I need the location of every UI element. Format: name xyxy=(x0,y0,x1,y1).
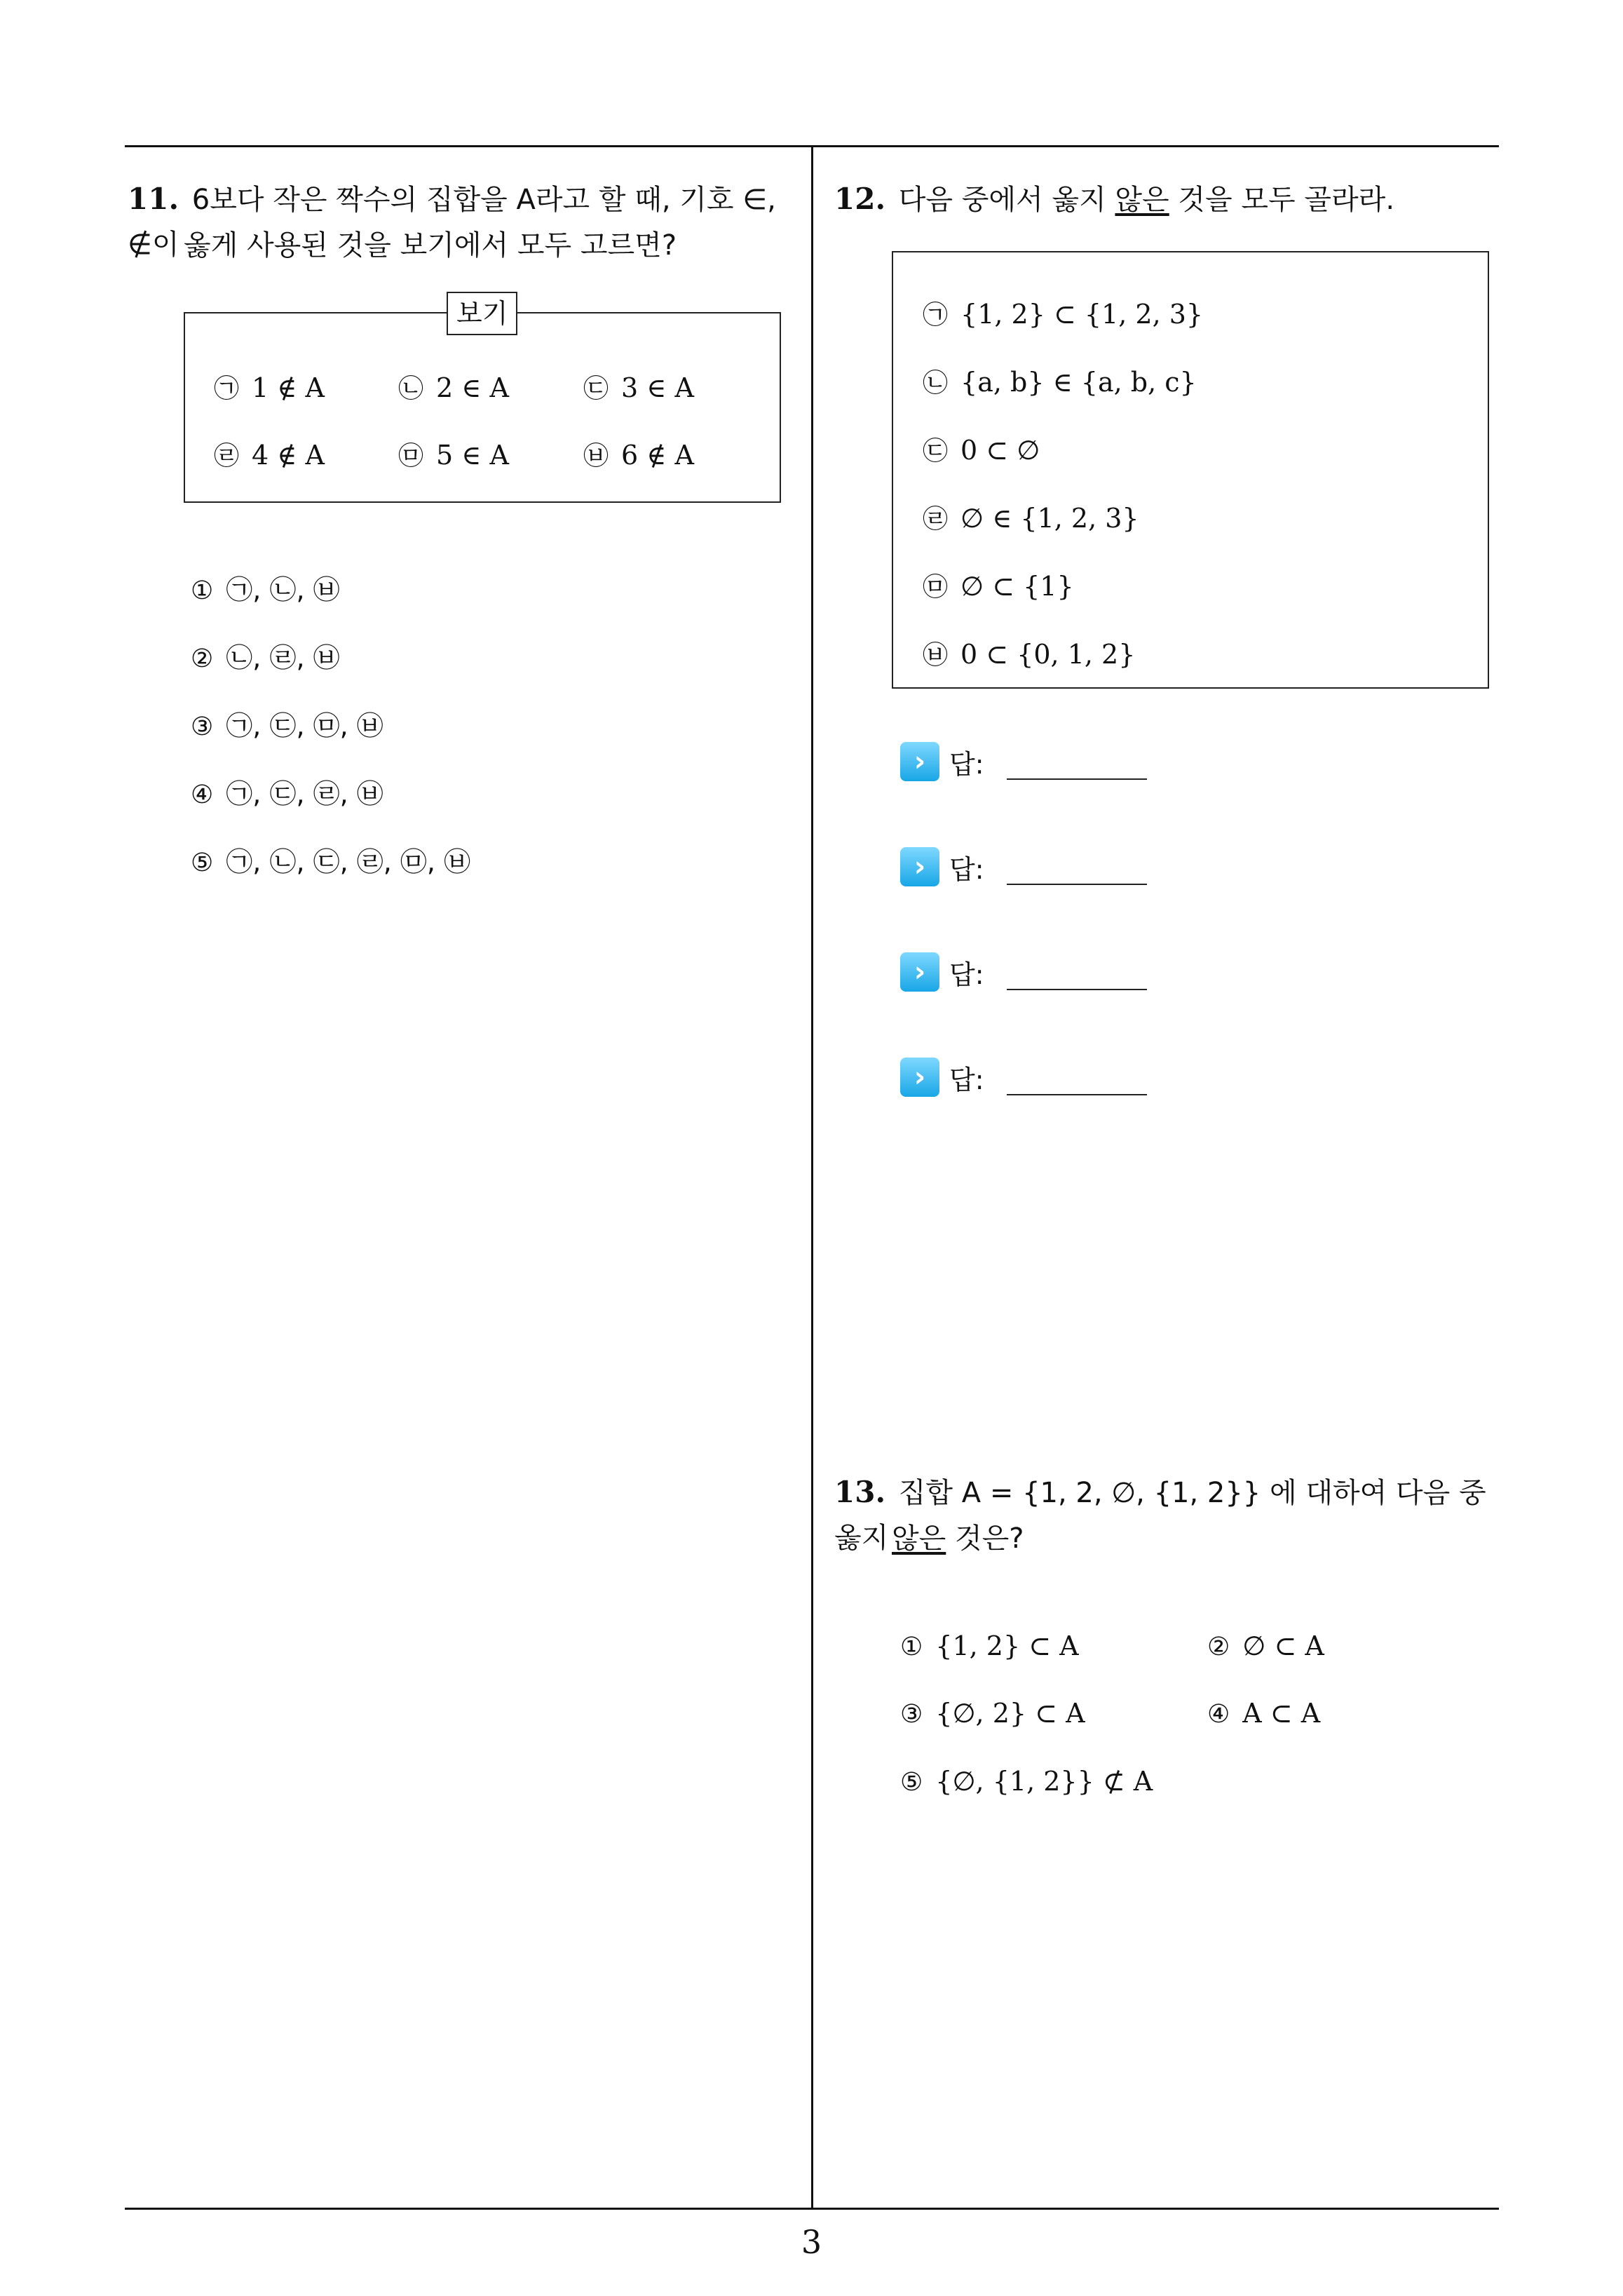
statement-item xyxy=(398,370,509,407)
choice-text: {∅, {1, 2}} ⊄ A xyxy=(935,1766,1153,1797)
choice-number: ③ xyxy=(191,713,214,741)
statement-mark: ㉣ xyxy=(214,442,240,471)
page-number: 3 xyxy=(801,2223,822,2261)
choice-number: ② xyxy=(191,644,214,673)
choice-text: ㉠, ㉢, ㉤, ㉥ xyxy=(226,710,383,741)
statement-expr: 1 ∉ A xyxy=(252,372,325,403)
answer-label: 답: xyxy=(949,853,984,885)
statement-expr: 0 ⊂ ∅ xyxy=(960,435,1040,466)
choice-number: ① xyxy=(900,1633,923,1661)
question-text-line1: 집합 A = {1, 2, ∅, {1, 2}} 에 대하여 다음 중 옳지 xyxy=(834,1477,1486,1554)
statement-expr: 2 ∈ A xyxy=(436,372,509,403)
statement-item xyxy=(923,365,1197,401)
answer-row xyxy=(900,952,1147,992)
choice-text: ㉠, ㉡, ㉢, ㉣, ㉤, ㉥ xyxy=(226,846,471,877)
statement-mark: ㉡ xyxy=(923,369,949,398)
choice-text: A ⊂ A xyxy=(1242,1698,1321,1729)
choice-text: ㉠, ㉢, ㉣, ㉥ xyxy=(226,778,383,809)
statement-item xyxy=(214,438,325,474)
choice-text: ㉠, ㉡, ㉥ xyxy=(226,574,340,605)
chevron-right-icon: › xyxy=(900,952,939,992)
choice-number: ① xyxy=(191,576,214,605)
choice-option[interactable] xyxy=(191,776,383,813)
question-text-part: 것을 모두 골라라. xyxy=(1169,184,1395,216)
choice-text: ㉡, ㉣, ㉥ xyxy=(226,642,340,673)
statement-item xyxy=(923,501,1139,537)
statement-expr: {1, 2} ⊂ {1, 2, 3} xyxy=(960,299,1204,330)
answer-row xyxy=(900,1058,1147,1097)
choice-text: ∅ ⊂ A xyxy=(1242,1630,1324,1661)
statement-item xyxy=(923,637,1135,673)
question-number: 11. xyxy=(128,182,179,216)
statement-expr: 3 ∈ A xyxy=(621,372,694,403)
answer-label: 답: xyxy=(949,748,984,780)
choice-option[interactable] xyxy=(191,844,470,881)
statement-mark: ㉣ xyxy=(923,505,949,534)
answer-blank[interactable] xyxy=(1007,743,1147,780)
statement-expr: ∅ ∈ {1, 2, 3} xyxy=(960,503,1139,534)
statement-mark: ㉠ xyxy=(923,301,949,330)
underlined-word: 않은 xyxy=(892,1522,946,1555)
choice-number: ④ xyxy=(1207,1700,1230,1729)
choice-number: ② xyxy=(1207,1633,1230,1661)
statement-expr: 0 ⊂ {0, 1, 2} xyxy=(960,639,1136,670)
statement-mark: ㉢ xyxy=(923,437,949,466)
choice-number: ③ xyxy=(900,1700,923,1729)
statement-mark: ㉤ xyxy=(398,442,424,471)
answer-blank[interactable] xyxy=(1007,849,1147,885)
statement-mark: ㉢ xyxy=(583,374,609,403)
statement-item xyxy=(923,297,1203,333)
column-divider xyxy=(811,145,813,2208)
statement-expr: 4 ∉ A xyxy=(252,440,325,471)
choice-option[interactable] xyxy=(900,1628,1079,1665)
chevron-right-icon: › xyxy=(900,847,939,886)
choice-option[interactable] xyxy=(191,572,340,609)
underlined-word: 않은 xyxy=(1115,184,1169,216)
choice-number: ④ xyxy=(191,781,214,809)
answer-label: 답: xyxy=(949,959,984,990)
statement-mark: ㉥ xyxy=(583,442,609,471)
question-12-stem xyxy=(834,177,1493,222)
choice-number: ⑤ xyxy=(900,1768,923,1797)
statement-mark: ㉡ xyxy=(398,374,424,403)
example-box-title: 보기 xyxy=(447,292,517,335)
statement-item xyxy=(214,370,325,407)
statement-item xyxy=(398,438,509,474)
choice-option[interactable] xyxy=(1207,1628,1324,1665)
question-number: 13. xyxy=(834,1475,886,1509)
answer-label: 답: xyxy=(949,1064,984,1095)
chevron-right-icon: › xyxy=(900,742,939,781)
choice-option[interactable] xyxy=(900,1764,1153,1800)
question-13-stem-line2 xyxy=(892,1516,1495,1561)
statement-expr: {a, b} ∈ {a, b, c} xyxy=(960,367,1197,398)
statement-item xyxy=(923,433,1040,469)
question-text xyxy=(899,184,1394,216)
statement-expr: 5 ∈ A xyxy=(436,440,509,471)
statement-item xyxy=(583,438,694,474)
statement-expr: 6 ∉ A xyxy=(621,440,694,471)
question-text-line1: 6보다 작은 짝수의 집합을 A라고 할 때, 기호 ∈, ∉이 xyxy=(128,184,776,261)
chevron-right-icon: › xyxy=(900,1058,939,1097)
question-text-part: 다음 중에서 옳지 xyxy=(898,184,1115,216)
choice-text: {1, 2} ⊂ A xyxy=(935,1630,1079,1661)
statement-mark: ㉥ xyxy=(923,641,949,670)
choice-option[interactable] xyxy=(900,1696,1085,1732)
statement-item xyxy=(583,370,694,407)
statement-expr: ∅ ⊂ {1} xyxy=(960,571,1074,602)
statement-mark: ㉠ xyxy=(214,374,240,403)
choice-option[interactable] xyxy=(1207,1696,1320,1732)
answer-blank[interactable] xyxy=(1007,954,1147,990)
choice-option[interactable] xyxy=(191,708,383,745)
choice-number: ⑤ xyxy=(191,849,214,877)
question-number: 12. xyxy=(834,182,886,216)
statement-mark: ㉤ xyxy=(923,573,949,602)
answer-row xyxy=(900,742,1147,781)
question-11-stem-line2: 옳게 사용된 것을 보기에서 모두 고르면? xyxy=(184,229,677,262)
choice-text: {∅, 2} ⊂ A xyxy=(935,1698,1085,1729)
example-box xyxy=(184,312,781,503)
answer-blank[interactable] xyxy=(1007,1059,1147,1095)
question-text-part: 것은? xyxy=(946,1522,1024,1555)
statement-item xyxy=(923,569,1074,605)
choice-option[interactable] xyxy=(191,640,340,677)
answer-row xyxy=(900,847,1147,886)
